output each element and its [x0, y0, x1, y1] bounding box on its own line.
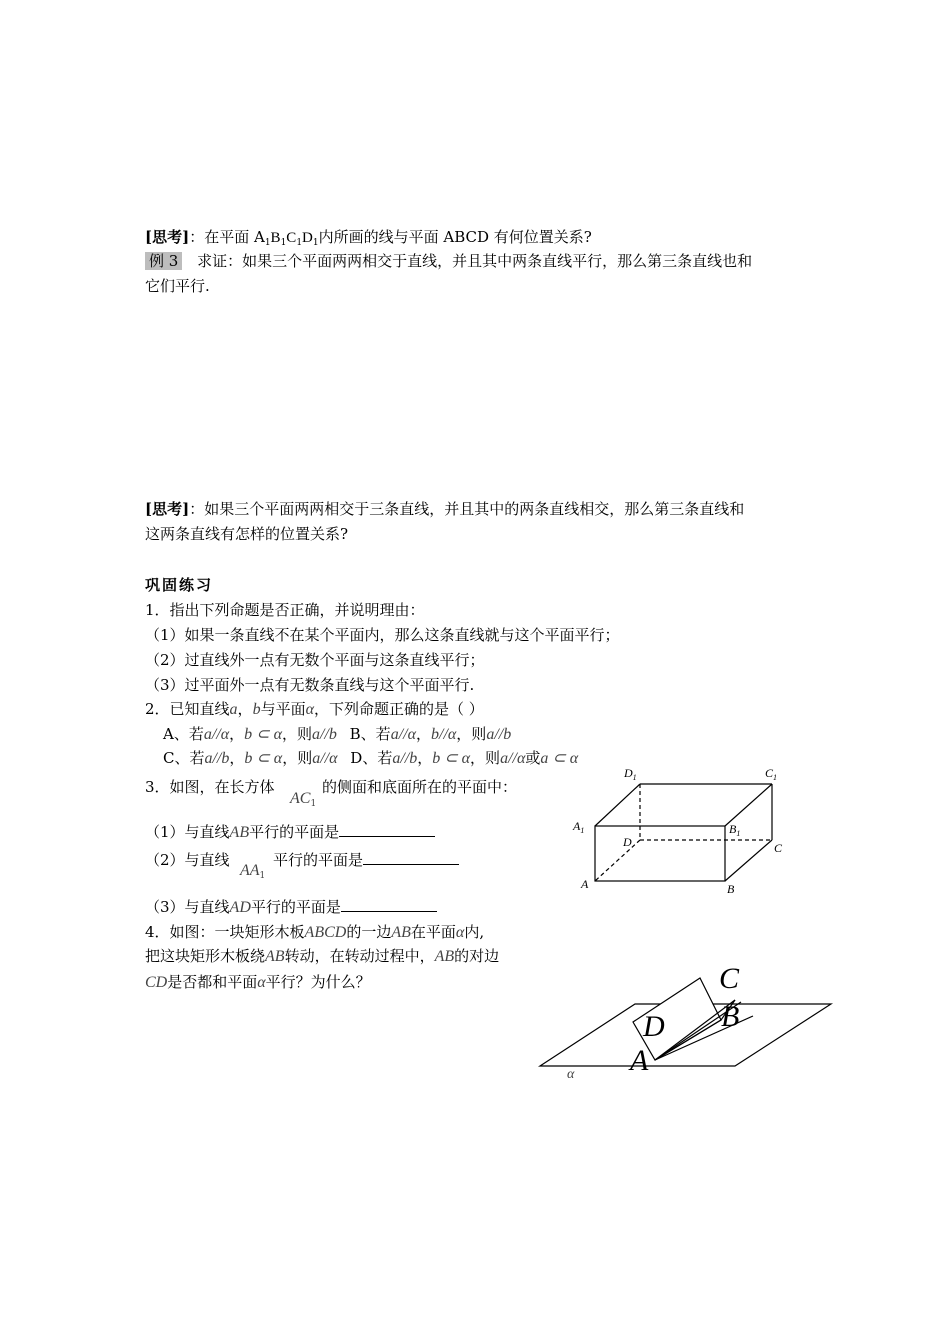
example3-tag: 例 3	[145, 252, 182, 270]
q2-options-ab	[163, 724, 511, 745]
edge-c1b1	[725, 784, 772, 826]
q3-item-2-math: $AA_1$	[240, 862, 266, 881]
board-label-a: A	[630, 1044, 649, 1077]
think2-line1: [思考]：如果三个平面两两相交于三条直线，并且其中的两条直线相交，那么第三条直线和	[145, 500, 745, 518]
q3-answer-2[interactable]	[363, 850, 459, 865]
example3-line2: 它们平行.	[145, 277, 210, 295]
q4-line1: 4．如图：一块矩形木板ABCD的一边AB在平面α内,	[145, 923, 485, 941]
example3-line1: 例 3 求证：如果三个平面两两相交于直线，并且其中两条直线平行，那么第三条直线也和	[145, 251, 752, 271]
think2-line2: 这两条直线有怎样的位置关系?	[145, 525, 349, 543]
think1-tag: [思考]	[145, 228, 190, 246]
q2-option-c: C、若a//b，b ⊂ α，则a//α	[163, 749, 338, 767]
q3-answer-3[interactable]	[341, 897, 437, 912]
practice-title: 巩固练习	[145, 576, 214, 594]
edge-da-hidden	[595, 840, 640, 881]
board-label-b: B	[721, 1000, 740, 1033]
q3-answer-1[interactable]	[339, 822, 435, 837]
label-b: B	[727, 882, 735, 896]
q2-stem: 2．已知直线a，b与平面α，下列命题正确的是（ ）	[145, 700, 484, 718]
label-a: A	[581, 877, 589, 891]
think1-line: [思考]：在平面 $A_1B_1C_1D_1$内所画的线与平面 ABCD 有何位置关系?	[145, 228, 592, 248]
q2-option-b: B、若a//α，b//α，则a//b	[349, 725, 512, 743]
q4-line3: CD是否都和平面α平行？为什么？	[145, 973, 371, 991]
q3-item-2-text: 平行的平面是	[273, 850, 459, 870]
board-label-c: C	[719, 962, 740, 995]
q1-stem: 1．指出下列命题是否正确，并说明理由：	[145, 601, 425, 619]
cuboid-figure	[565, 760, 795, 900]
q3-item-3: （3）与直线AD平行的平面是	[145, 897, 437, 918]
label-d1: $D_1$	[624, 766, 637, 782]
label-c: C	[774, 841, 783, 855]
label-a1: $A_1$	[573, 819, 585, 835]
board-label-alpha: α	[567, 1067, 575, 1082]
q1-item-1: （1）如果一条直线不在某个平面内，那么这条直线就与这个平面平行；	[145, 626, 620, 644]
label-c1: $C_1$	[765, 766, 778, 782]
q3-item-1: （1）与直线AB平行的平面是	[145, 822, 435, 843]
cuboid-front-face	[595, 826, 725, 881]
q3-item-2-label: （2）与直线	[145, 851, 230, 869]
q1-item-3: （3）过平面外一点有无数条直线与这个平面平行.	[145, 676, 475, 694]
board-label-d: D	[643, 1010, 665, 1043]
q4-line2: 把这块矩形木板绕AB转动，在转动过程中，AB的对边	[145, 947, 500, 965]
q2-options-cd	[163, 748, 578, 769]
q3-stem-b: 的侧面和底面所在的平面中：	[322, 778, 518, 796]
edge-a1d1	[595, 784, 640, 826]
q1-item-2: （2）过直线外一点有无数个平面与这条直线平行；	[145, 651, 485, 669]
edge-cb	[725, 840, 772, 881]
board-figure	[535, 960, 835, 1085]
q3-stem-math: $AC_1$	[290, 790, 317, 809]
label-b1: $B_1$	[729, 822, 741, 838]
q2-option-a: A、若a//α，b ⊂ α，则a//b	[163, 725, 337, 743]
label-d: D	[623, 835, 632, 849]
q2-option-d: D、若a//b，b ⊂ α，则a//α或a ⊂ α	[350, 749, 579, 767]
q3-stem-a: 3．如图，在长方体	[145, 778, 275, 796]
think2-tag: [思考]	[145, 500, 190, 518]
